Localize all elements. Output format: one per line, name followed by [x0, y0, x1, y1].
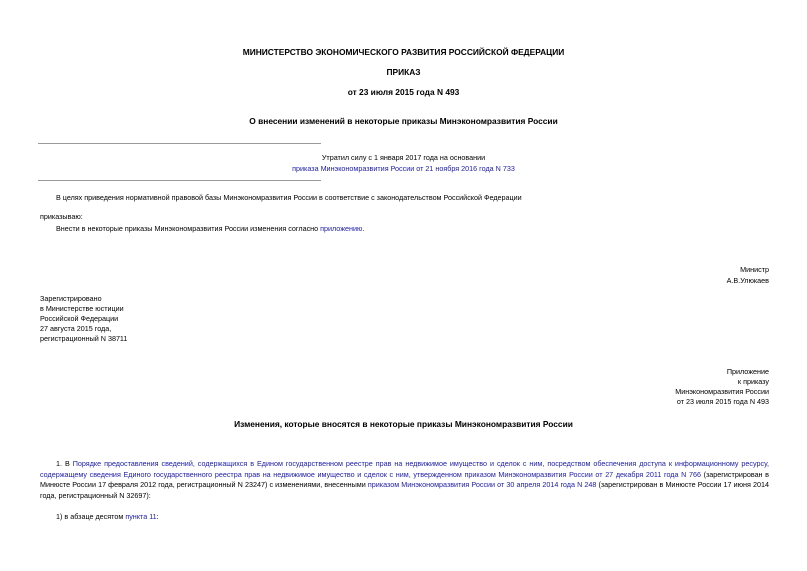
item-1-paragraph [40, 459, 769, 501]
repeal-order-link[interactable]: приказа Минэкономразвития России от 21 ноября 2016 года N 733 [292, 164, 515, 173]
registration-line: 27 августа 2015 года, [40, 324, 112, 333]
appendix-ref-line: Приложение [726, 367, 769, 376]
procedure-link[interactable]: Порядке предоставления сведений, содержащихся в Едином государственном реестре прав на недвижимое имущество и сделок с ним, посредством обеспечения доступа к информационному ресурсу, содержащему сведения Единого государственного реестра прав на недвижимое имущество и сделок с ним, утвержденном приказом Минэкономразвития России от 27 декабря 2011 года N 766 [40, 459, 769, 479]
appendix-link[interactable]: приложению [320, 224, 363, 233]
amending-order-link[interactable]: приказом Минэкономразвития России от 30 апреля 2014 года N 248 [367, 480, 597, 489]
appendix-title: Изменения, которые вносятся в некоторые приказы Минэкономразвития России [234, 419, 573, 429]
document-subject: О внесении изменений в некоторые приказы Минэкономразвития России [249, 116, 558, 126]
subitem-1-tail: : [156, 512, 159, 521]
status-note-line: Утратил силу с 1 января 2017 года на основании [321, 153, 486, 162]
order-word: приказываю: [40, 212, 83, 221]
item-1-middle: (зарегистрирован в Минюсте России 17 февраля 2012 года, регистрационный N 23247) с изменениями, внесенными [40, 469, 769, 489]
appendix-ref-line: Минэкономразвития России [675, 387, 769, 396]
registration-block [40, 294, 127, 344]
directive-tail: . [362, 224, 365, 233]
bottom-divider [38, 180, 321, 181]
subitem-1 [56, 512, 159, 522]
signature-position: Министр [740, 265, 769, 274]
subitem-1-text: 1) в абзаце десятом [56, 512, 126, 521]
top-divider [38, 143, 321, 144]
registration-line: Российской Федерации [40, 314, 119, 323]
directive-main: Внести в некоторые приказы Минэкономразвития России изменения согласно [56, 224, 321, 233]
document-type: ПРИКАЗ [386, 67, 421, 77]
directive-text [56, 224, 364, 234]
item-1-prefix: 1. В [56, 459, 73, 468]
registration-line: Зарегистрировано [40, 294, 102, 303]
appendix-ref-line: к приказу [737, 377, 769, 386]
appendix-ref-line: от 23 июля 2015 года N 493 [676, 397, 769, 406]
preamble-text: В целях приведения нормативной правовой базы Минэкономразвития России в соответствие с законодательством Российской Федерации [56, 193, 522, 202]
signature-name: А.В.Улюкаев [726, 276, 769, 285]
document-date-number: от 23 июля 2015 года N 493 [347, 87, 460, 97]
appendix-reference [675, 367, 769, 407]
registration-line: регистрационный N 38711 [40, 334, 128, 343]
ministry-heading: МИНИСТЕРСТВО ЭКОНОМИЧЕСКОГО РАЗВИТИЯ РОССИЙСКОЙ ФЕДЕРАЦИИ [242, 47, 565, 57]
clause-11-link[interactable]: пункта 11 [125, 512, 157, 521]
registration-line: в Министерстве юстиции [40, 304, 124, 313]
status-note-link-row [180, 164, 627, 174]
item-1-tail: (зарегистрирован в Минюсте России 17 июня 2014 года, регистрационный N 32697): [40, 480, 769, 500]
